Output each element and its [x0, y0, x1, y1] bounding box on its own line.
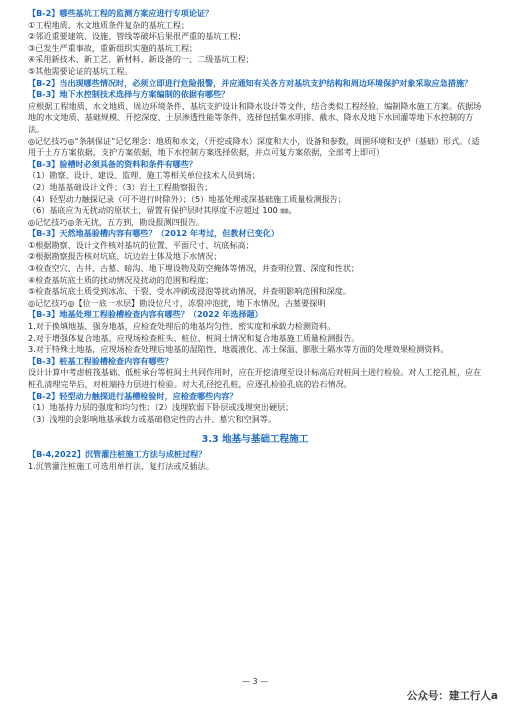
- body-line: ◎记忆技巧◎【位一底一水层】勘设位尺寸，冻裂冲泡扰，地下水情况，古墓要探明: [28, 297, 326, 308]
- body-line: ④采用新技术、新工艺、新材料、新设备的一、二级基坑工程；: [28, 54, 254, 65]
- document-body: [28, 8, 482, 473]
- body-line: ④检查基坑底土质的扰动情况及扰动的范围和程度；: [28, 274, 214, 285]
- body-line: ②根据勘察报告核对坑底、坑边岩土体及地下水情况；: [28, 251, 222, 262]
- question-heading: 【B-4,2022】沉管灌注桩施工方法与成桩过程？: [28, 449, 207, 460]
- body-line: 2.对于增强体复合地基，应现场检查桩头、桩位、桩间土情况和复合地基施工质量检测报告。: [28, 332, 360, 343]
- question-heading: 【B-3】天然地基验槽内容有哪些？（2012 年考过，但教材已变化）: [28, 228, 279, 239]
- page-number: — 3 —: [241, 677, 269, 686]
- body-line: 3.对于特殊土地基，应现场检查处理后地基的湿陷性、地震液化、冻土保温、膨胀土隔水等方面的处理效果检测资料。: [28, 344, 449, 355]
- body-line: （1）勘察、设计、建设、监理、施工等相关单位技术人员到场；: [28, 170, 260, 181]
- body-line: ◎记忆技巧◎条无扰，五方到，勘设报测四报告。: [28, 216, 205, 227]
- body-line: （4）轻型动力触探记录（可不进行时除外）；（5）地基处理或深基础施工质量检测报告；: [28, 193, 346, 204]
- body-line: ⑤检查基坑底土质受到冰冻、干裂、受水冲刷或浸泡等扰动情况，并查明影响范围和深度。: [28, 286, 351, 297]
- body-line: ③检查空穴、古井、古墓、暗沟、地下埋设物及防空掩体等情况，并查明位置、深度和性状；: [28, 263, 360, 274]
- body-line: ⑤其他需要论证的基坑工程。: [28, 65, 133, 76]
- body-line: 1.对于换填地基、强夯地基，应检查处理后的地基均匀性、密实度和承载力检测资料。: [28, 321, 336, 332]
- body-line: （1）地基持力层的强度和均匀性；（2）浅埋软弱下卧层或浅埋突出硬层；: [28, 402, 294, 413]
- body-line: ◎记忆技巧◎“条制保证”记忆理念：地质和水文，（开挖或降水）深度和大小，设备和参数，周围环境和支护（基础）形式。（适用于土方方案依据，支护方案依据，地下水控制方案选择依据，并点可复方案依据，全部考上即可）: [28, 135, 480, 158]
- body-line: 设计计算中考虑桩筏基础、低桩承台等桩间土共同作用时，应在开挖清理至设计标高后对桩间土进行检验。对人工挖孔桩，应在桩孔清理完毕后，对桩端持力层进行检验。对大孔径挖孔桩，应逐孔检验孔底的岩石情况。: [28, 367, 482, 389]
- question-heading: 【B-3】验槽时必须具备的资料和条件有哪些？: [28, 158, 197, 169]
- body-line: （3）浅埋的会影响地基承载力或基础稳定性的古井、墓穴和空洞等。: [28, 413, 276, 424]
- body-line: （2）地基基础设计文件；（3）岩土工程勘察报告；: [28, 181, 213, 192]
- body-line: ②邻近重要建筑、设施、管线等破坏后果很严重的基坑工程；: [28, 31, 246, 42]
- question-heading: 【B-2】轻型动力触探进行基槽检验时，应检查哪些内容？: [28, 390, 238, 401]
- question-heading: 【B-3】地下水控制技术选择与方案编制的依据有哪些？: [28, 89, 230, 100]
- body-line: ①工程地质、水文地质条件复杂的基坑工程；: [28, 19, 190, 30]
- body-line: 1.沉管灌注桩施工可选用单打法、复打法或反插法。: [28, 460, 214, 471]
- question-heading: 【B-2】哪些基坑工程的监测方案应进行专项论证？: [28, 8, 214, 18]
- section-title: 3.3 地基与基础工程施工: [201, 434, 309, 446]
- question-heading: 【B-2】当出现哪些情况时，必须立即进行危险报警，并应通知有关各方对基坑支护结构和周边环境保护对象采取应急措施？: [28, 77, 473, 88]
- body-line: ①根据勘察、设计文件核对基坑的位置、平面尺寸、坑底标高；: [28, 239, 254, 250]
- body-line: （6）基底应为无扰动的原状土，留置有保护层时其厚度不应超过 100 ㎜。: [28, 205, 297, 216]
- body-line: ③已发生严重事故，重新组织实施的基坑工程；: [28, 42, 198, 53]
- watermark-text: 公众号：建工行人a: [406, 690, 498, 702]
- body-line: 应根据工程地质、水文地质、周边环境条件、基坑支护设计和降水设计等文件，结合类似工程经验，编制降水施工方案。依据场地的水文地质、基础规模、开挖深度、土层渗透性能等条件，选择包括集水明排、截水、降水及地下水回灌等地下水控制的方法。: [28, 100, 482, 134]
- question-heading: 【B-3】地基处理工程验槽检查内容有哪些？（2022 年选择题）: [28, 309, 263, 320]
- question-heading: 【B-3】桩基工程验槽检查内容有哪些？: [28, 355, 173, 366]
